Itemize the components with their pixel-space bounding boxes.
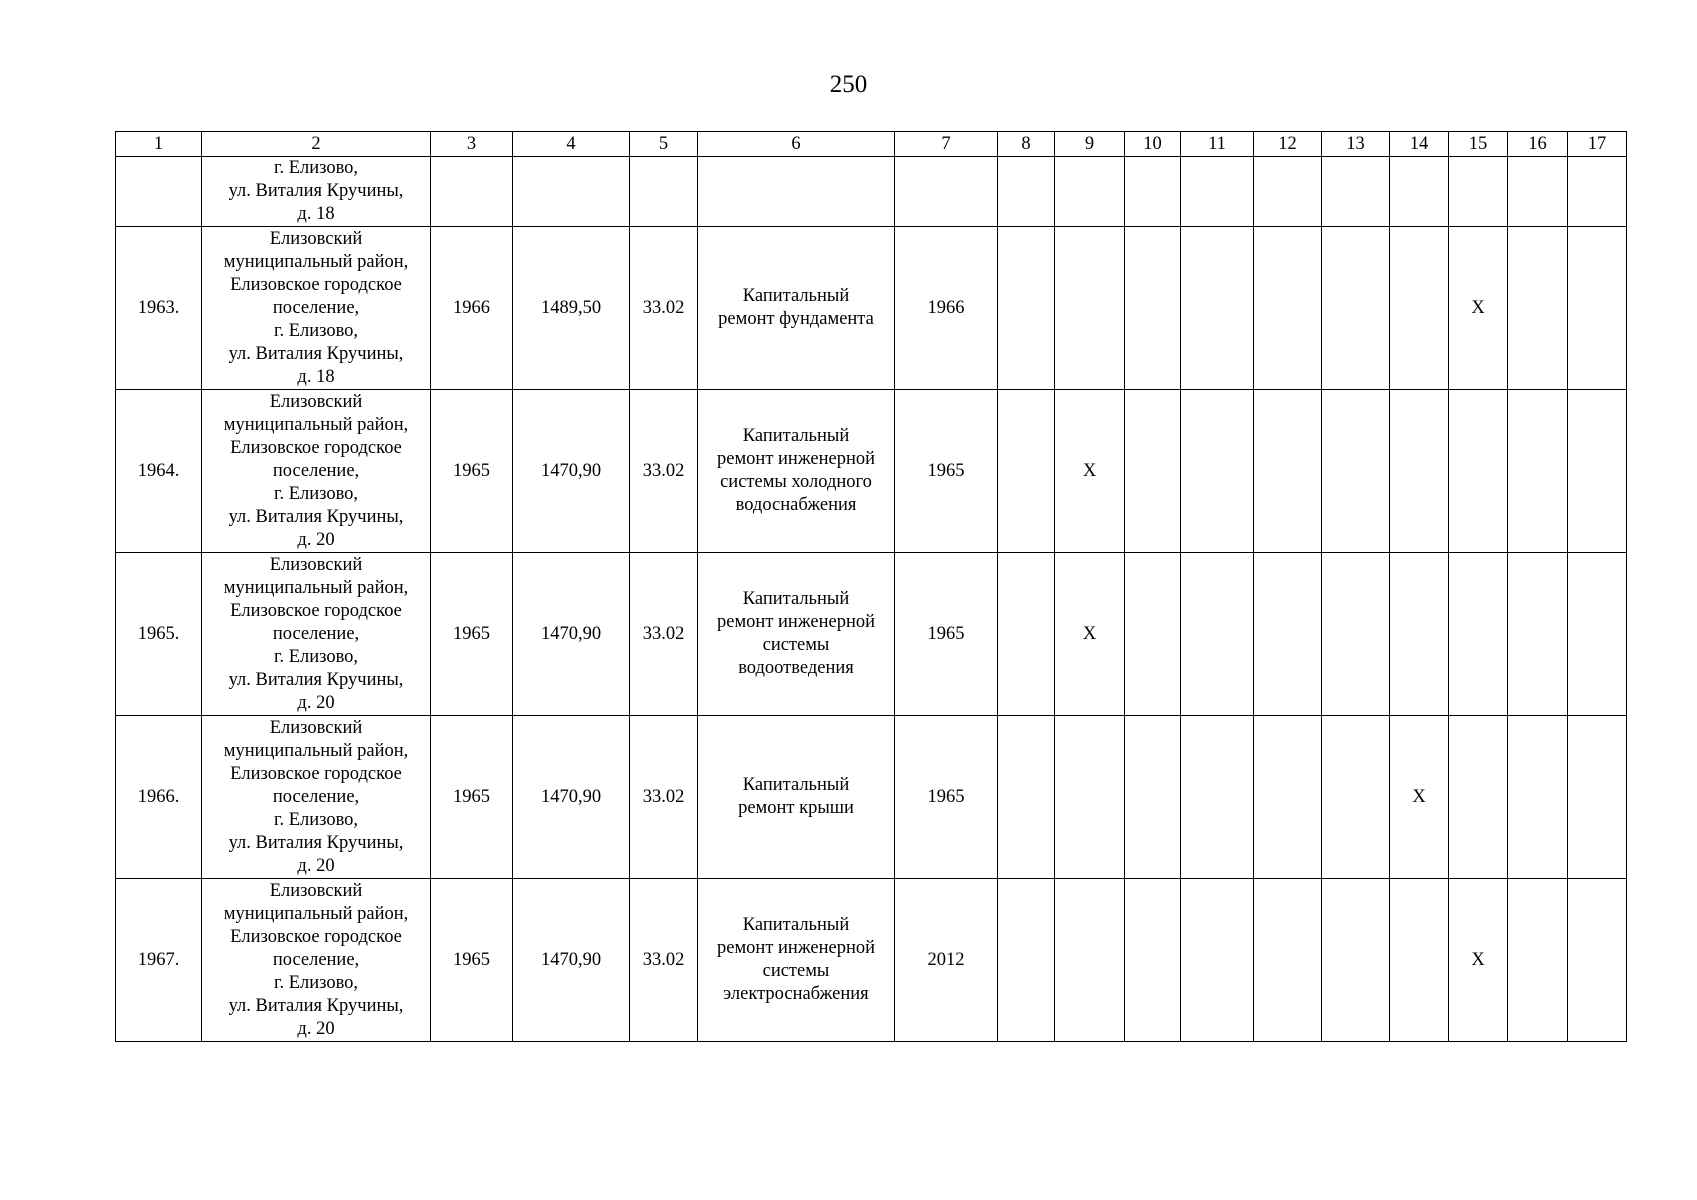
cell-address bbox=[202, 390, 431, 553]
cell-year-repair: 1966 bbox=[895, 227, 998, 390]
table-header bbox=[116, 132, 1627, 157]
cell-col-12 bbox=[1254, 227, 1322, 390]
cell-work-type bbox=[698, 390, 895, 553]
column-header-8: 8 bbox=[998, 132, 1055, 157]
cell-col-11 bbox=[1181, 390, 1254, 553]
cell-col-10 bbox=[1125, 553, 1181, 716]
cell-mark: X bbox=[1055, 553, 1125, 716]
cell-code: 33.02 bbox=[630, 390, 698, 553]
address-line: д. 20 bbox=[297, 692, 335, 713]
address-line: муниципальный район, bbox=[223, 740, 409, 761]
column-header-16: 16 bbox=[1508, 132, 1568, 157]
address-line: Елизовское городское bbox=[230, 763, 402, 784]
cell-col-16 bbox=[1508, 390, 1568, 553]
cell-col-13 bbox=[1322, 716, 1390, 879]
address-line: Елизовский bbox=[269, 717, 363, 738]
column-header-5: 5 bbox=[630, 132, 698, 157]
cell-col-11 bbox=[1181, 553, 1254, 716]
cell-code: 33.02 bbox=[630, 716, 698, 879]
cell-number: 1967. bbox=[116, 879, 202, 1042]
address-line: муниципальный район, bbox=[223, 903, 409, 924]
cell-col-17 bbox=[1568, 553, 1627, 716]
cell-col-14 bbox=[1390, 879, 1449, 1042]
column-header-15: 15 bbox=[1449, 132, 1508, 157]
address-line: Елизовский bbox=[269, 554, 363, 575]
cell-year-repair: 1965 bbox=[895, 553, 998, 716]
cell-work-type bbox=[698, 227, 895, 390]
cell-work-type bbox=[698, 553, 895, 716]
cell-col-11 bbox=[1181, 879, 1254, 1042]
address-line: Елизовский bbox=[269, 391, 363, 412]
table-row bbox=[116, 227, 1627, 390]
cell-col-10 bbox=[1125, 227, 1181, 390]
work-line: системы холодного bbox=[720, 472, 872, 492]
cell-col-9 bbox=[1055, 716, 1125, 879]
cell-col-15 bbox=[1449, 716, 1508, 879]
cell-col-13 bbox=[1322, 227, 1390, 390]
column-header-6: 6 bbox=[698, 132, 895, 157]
cell-code: 33.02 bbox=[630, 879, 698, 1042]
address-line: г. Елизово, bbox=[273, 972, 359, 993]
cell-col-16 bbox=[1508, 879, 1568, 1042]
address-line: д. 20 bbox=[297, 855, 335, 876]
cell-col-4 bbox=[513, 157, 630, 227]
cell-address bbox=[202, 879, 431, 1042]
address-line: ул. Виталия Кручины, bbox=[228, 995, 404, 1016]
work-line: электроснабжения bbox=[723, 984, 869, 1004]
repair-schedule-table bbox=[115, 131, 1627, 1042]
cell-col-16 bbox=[1508, 157, 1568, 227]
work-line: ремонт инженерной bbox=[717, 612, 875, 632]
cell-area: 1470,90 bbox=[513, 879, 630, 1042]
table-row bbox=[116, 879, 1627, 1042]
cell-col-6 bbox=[698, 157, 895, 227]
cell-mark: X bbox=[1449, 879, 1508, 1042]
cell-number: 1964. bbox=[116, 390, 202, 553]
cell-mark: X bbox=[1055, 390, 1125, 553]
work-line: водоснабжения bbox=[735, 495, 857, 515]
cell-mark: X bbox=[1390, 716, 1449, 879]
cell-col-3 bbox=[431, 157, 513, 227]
work-line: системы bbox=[762, 635, 830, 655]
cell-col-17 bbox=[1568, 390, 1627, 553]
cell-address bbox=[202, 716, 431, 879]
address-line: Елизовское городское bbox=[230, 274, 402, 295]
address-line: г. Елизово, bbox=[273, 483, 359, 504]
cell-col-13 bbox=[1322, 390, 1390, 553]
work-line: Капитальный bbox=[742, 915, 850, 935]
cell-col-8 bbox=[998, 227, 1055, 390]
address-line: ул. Виталия Кручины, bbox=[228, 506, 404, 527]
cell-year-repair: 1965 bbox=[895, 716, 998, 879]
address-line: Елизовский bbox=[269, 880, 363, 901]
cell-area: 1470,90 bbox=[513, 390, 630, 553]
cell-col-15 bbox=[1449, 553, 1508, 716]
column-header-17: 17 bbox=[1568, 132, 1627, 157]
cell-number: 1963. bbox=[116, 227, 202, 390]
cell-number: 1966. bbox=[116, 716, 202, 879]
address-line: ул. Виталия Кручины, bbox=[228, 343, 404, 364]
cell-col-17 bbox=[1568, 879, 1627, 1042]
address-line: Елизовское городское bbox=[230, 926, 402, 947]
cell-col-10 bbox=[1125, 157, 1181, 227]
cell-col-11 bbox=[1181, 157, 1254, 227]
cell-col-12 bbox=[1254, 879, 1322, 1042]
cell-year-built: 1965 bbox=[431, 879, 513, 1042]
address-line: г. Елизово, bbox=[273, 158, 359, 178]
cell-col-13 bbox=[1322, 553, 1390, 716]
cell-col-12 bbox=[1254, 390, 1322, 553]
work-line: Капитальный bbox=[742, 775, 850, 795]
address-line: д. 18 bbox=[297, 204, 335, 224]
address-line: г. Елизово, bbox=[273, 809, 359, 830]
address-line: поселение, bbox=[272, 297, 360, 318]
cell-col-8 bbox=[998, 390, 1055, 553]
work-line: ремонт инженерной bbox=[717, 938, 875, 958]
cell-col-9 bbox=[1055, 157, 1125, 227]
cell-col-11 bbox=[1181, 227, 1254, 390]
column-header-14: 14 bbox=[1390, 132, 1449, 157]
column-header-7: 7 bbox=[895, 132, 998, 157]
cell-year-built: 1966 bbox=[431, 227, 513, 390]
cell-col-8 bbox=[998, 716, 1055, 879]
cell-col-10 bbox=[1125, 390, 1181, 553]
cell-col-8 bbox=[998, 157, 1055, 227]
work-line: Капитальный bbox=[742, 286, 850, 306]
cell-col-14 bbox=[1390, 390, 1449, 553]
cell-col-10 bbox=[1125, 716, 1181, 879]
cell-col-10 bbox=[1125, 879, 1181, 1042]
column-header-3: 3 bbox=[431, 132, 513, 157]
cell-area: 1470,90 bbox=[513, 716, 630, 879]
column-header-11: 11 bbox=[1181, 132, 1254, 157]
cell-col-8 bbox=[998, 879, 1055, 1042]
cell-year-built: 1965 bbox=[431, 553, 513, 716]
address-line: ул. Виталия Кручины, bbox=[228, 832, 404, 853]
work-line: Капитальный bbox=[742, 426, 850, 446]
table-row bbox=[116, 390, 1627, 553]
table-row-continuation bbox=[116, 157, 1627, 227]
address-line: муниципальный район, bbox=[223, 414, 409, 435]
cell-year-repair: 1965 bbox=[895, 390, 998, 553]
work-line: ремонт крыши bbox=[738, 798, 854, 818]
address-line: муниципальный район, bbox=[223, 251, 409, 272]
cell-col-7 bbox=[895, 157, 998, 227]
cell-col-14 bbox=[1390, 553, 1449, 716]
cell-col-14 bbox=[1390, 157, 1449, 227]
cell-address bbox=[202, 553, 431, 716]
cell-area: 1470,90 bbox=[513, 553, 630, 716]
cell-address bbox=[202, 227, 431, 390]
cell-col-16 bbox=[1508, 716, 1568, 879]
cell-col-16 bbox=[1508, 553, 1568, 716]
cell-address bbox=[202, 157, 431, 227]
address-line: г. Елизово, bbox=[273, 320, 359, 341]
column-header-1: 1 bbox=[116, 132, 202, 157]
work-line: системы bbox=[762, 961, 830, 981]
column-header-13: 13 bbox=[1322, 132, 1390, 157]
column-header-4: 4 bbox=[513, 132, 630, 157]
cell-number bbox=[116, 157, 202, 227]
cell-col-11 bbox=[1181, 716, 1254, 879]
cell-code: 33.02 bbox=[630, 553, 698, 716]
cell-col-12 bbox=[1254, 157, 1322, 227]
cell-work-type bbox=[698, 879, 895, 1042]
page-number: 250 bbox=[829, 71, 868, 98]
address-line: д. 20 bbox=[297, 529, 335, 550]
cell-col-12 bbox=[1254, 716, 1322, 879]
work-line: ремонт фундамента bbox=[718, 309, 874, 329]
address-line: поселение, bbox=[272, 623, 360, 644]
work-line: ремонт инженерной bbox=[717, 449, 875, 469]
address-line: Елизовское городское bbox=[230, 437, 402, 458]
address-line: поселение, bbox=[272, 949, 360, 970]
address-line: д. 20 bbox=[297, 1018, 335, 1039]
address-line: Елизовское городское bbox=[230, 600, 402, 621]
address-line: ул. Виталия Кручины, bbox=[228, 181, 404, 201]
table-body bbox=[116, 157, 1627, 1042]
address-line: Елизовский bbox=[269, 228, 363, 249]
cell-col-9 bbox=[1055, 879, 1125, 1042]
cell-code: 33.02 bbox=[630, 227, 698, 390]
cell-col-9 bbox=[1055, 227, 1125, 390]
address-line: муниципальный район, bbox=[223, 577, 409, 598]
cell-col-15 bbox=[1449, 157, 1508, 227]
address-line: д. 18 bbox=[297, 366, 335, 387]
cell-work-type bbox=[698, 716, 895, 879]
cell-col-17 bbox=[1568, 157, 1627, 227]
cell-year-repair: 2012 bbox=[895, 879, 998, 1042]
address-line: поселение, bbox=[272, 786, 360, 807]
cell-col-16 bbox=[1508, 227, 1568, 390]
column-header-9: 9 bbox=[1055, 132, 1125, 157]
cell-mark: X bbox=[1449, 227, 1508, 390]
cell-col-13 bbox=[1322, 157, 1390, 227]
cell-year-built: 1965 bbox=[431, 716, 513, 879]
address-line: поселение, bbox=[272, 460, 360, 481]
header-row bbox=[116, 132, 1627, 157]
cell-col-12 bbox=[1254, 553, 1322, 716]
address-line: ул. Виталия Кручины, bbox=[228, 669, 404, 690]
column-header-12: 12 bbox=[1254, 132, 1322, 157]
work-line: Капитальный bbox=[742, 589, 850, 609]
address-line: г. Елизово, bbox=[273, 646, 359, 667]
work-line: водоотведения bbox=[738, 658, 854, 678]
cell-col-5 bbox=[630, 157, 698, 227]
table-row bbox=[116, 716, 1627, 879]
cell-col-8 bbox=[998, 553, 1055, 716]
cell-col-14 bbox=[1390, 227, 1449, 390]
cell-number: 1965. bbox=[116, 553, 202, 716]
column-header-10: 10 bbox=[1125, 132, 1181, 157]
cell-col-15 bbox=[1449, 390, 1508, 553]
cell-year-built: 1965 bbox=[431, 390, 513, 553]
cell-area: 1489,50 bbox=[513, 227, 630, 390]
cell-col-17 bbox=[1568, 227, 1627, 390]
cell-col-13 bbox=[1322, 879, 1390, 1042]
table-row bbox=[116, 553, 1627, 716]
cell-col-17 bbox=[1568, 716, 1627, 879]
column-header-2: 2 bbox=[202, 132, 431, 157]
